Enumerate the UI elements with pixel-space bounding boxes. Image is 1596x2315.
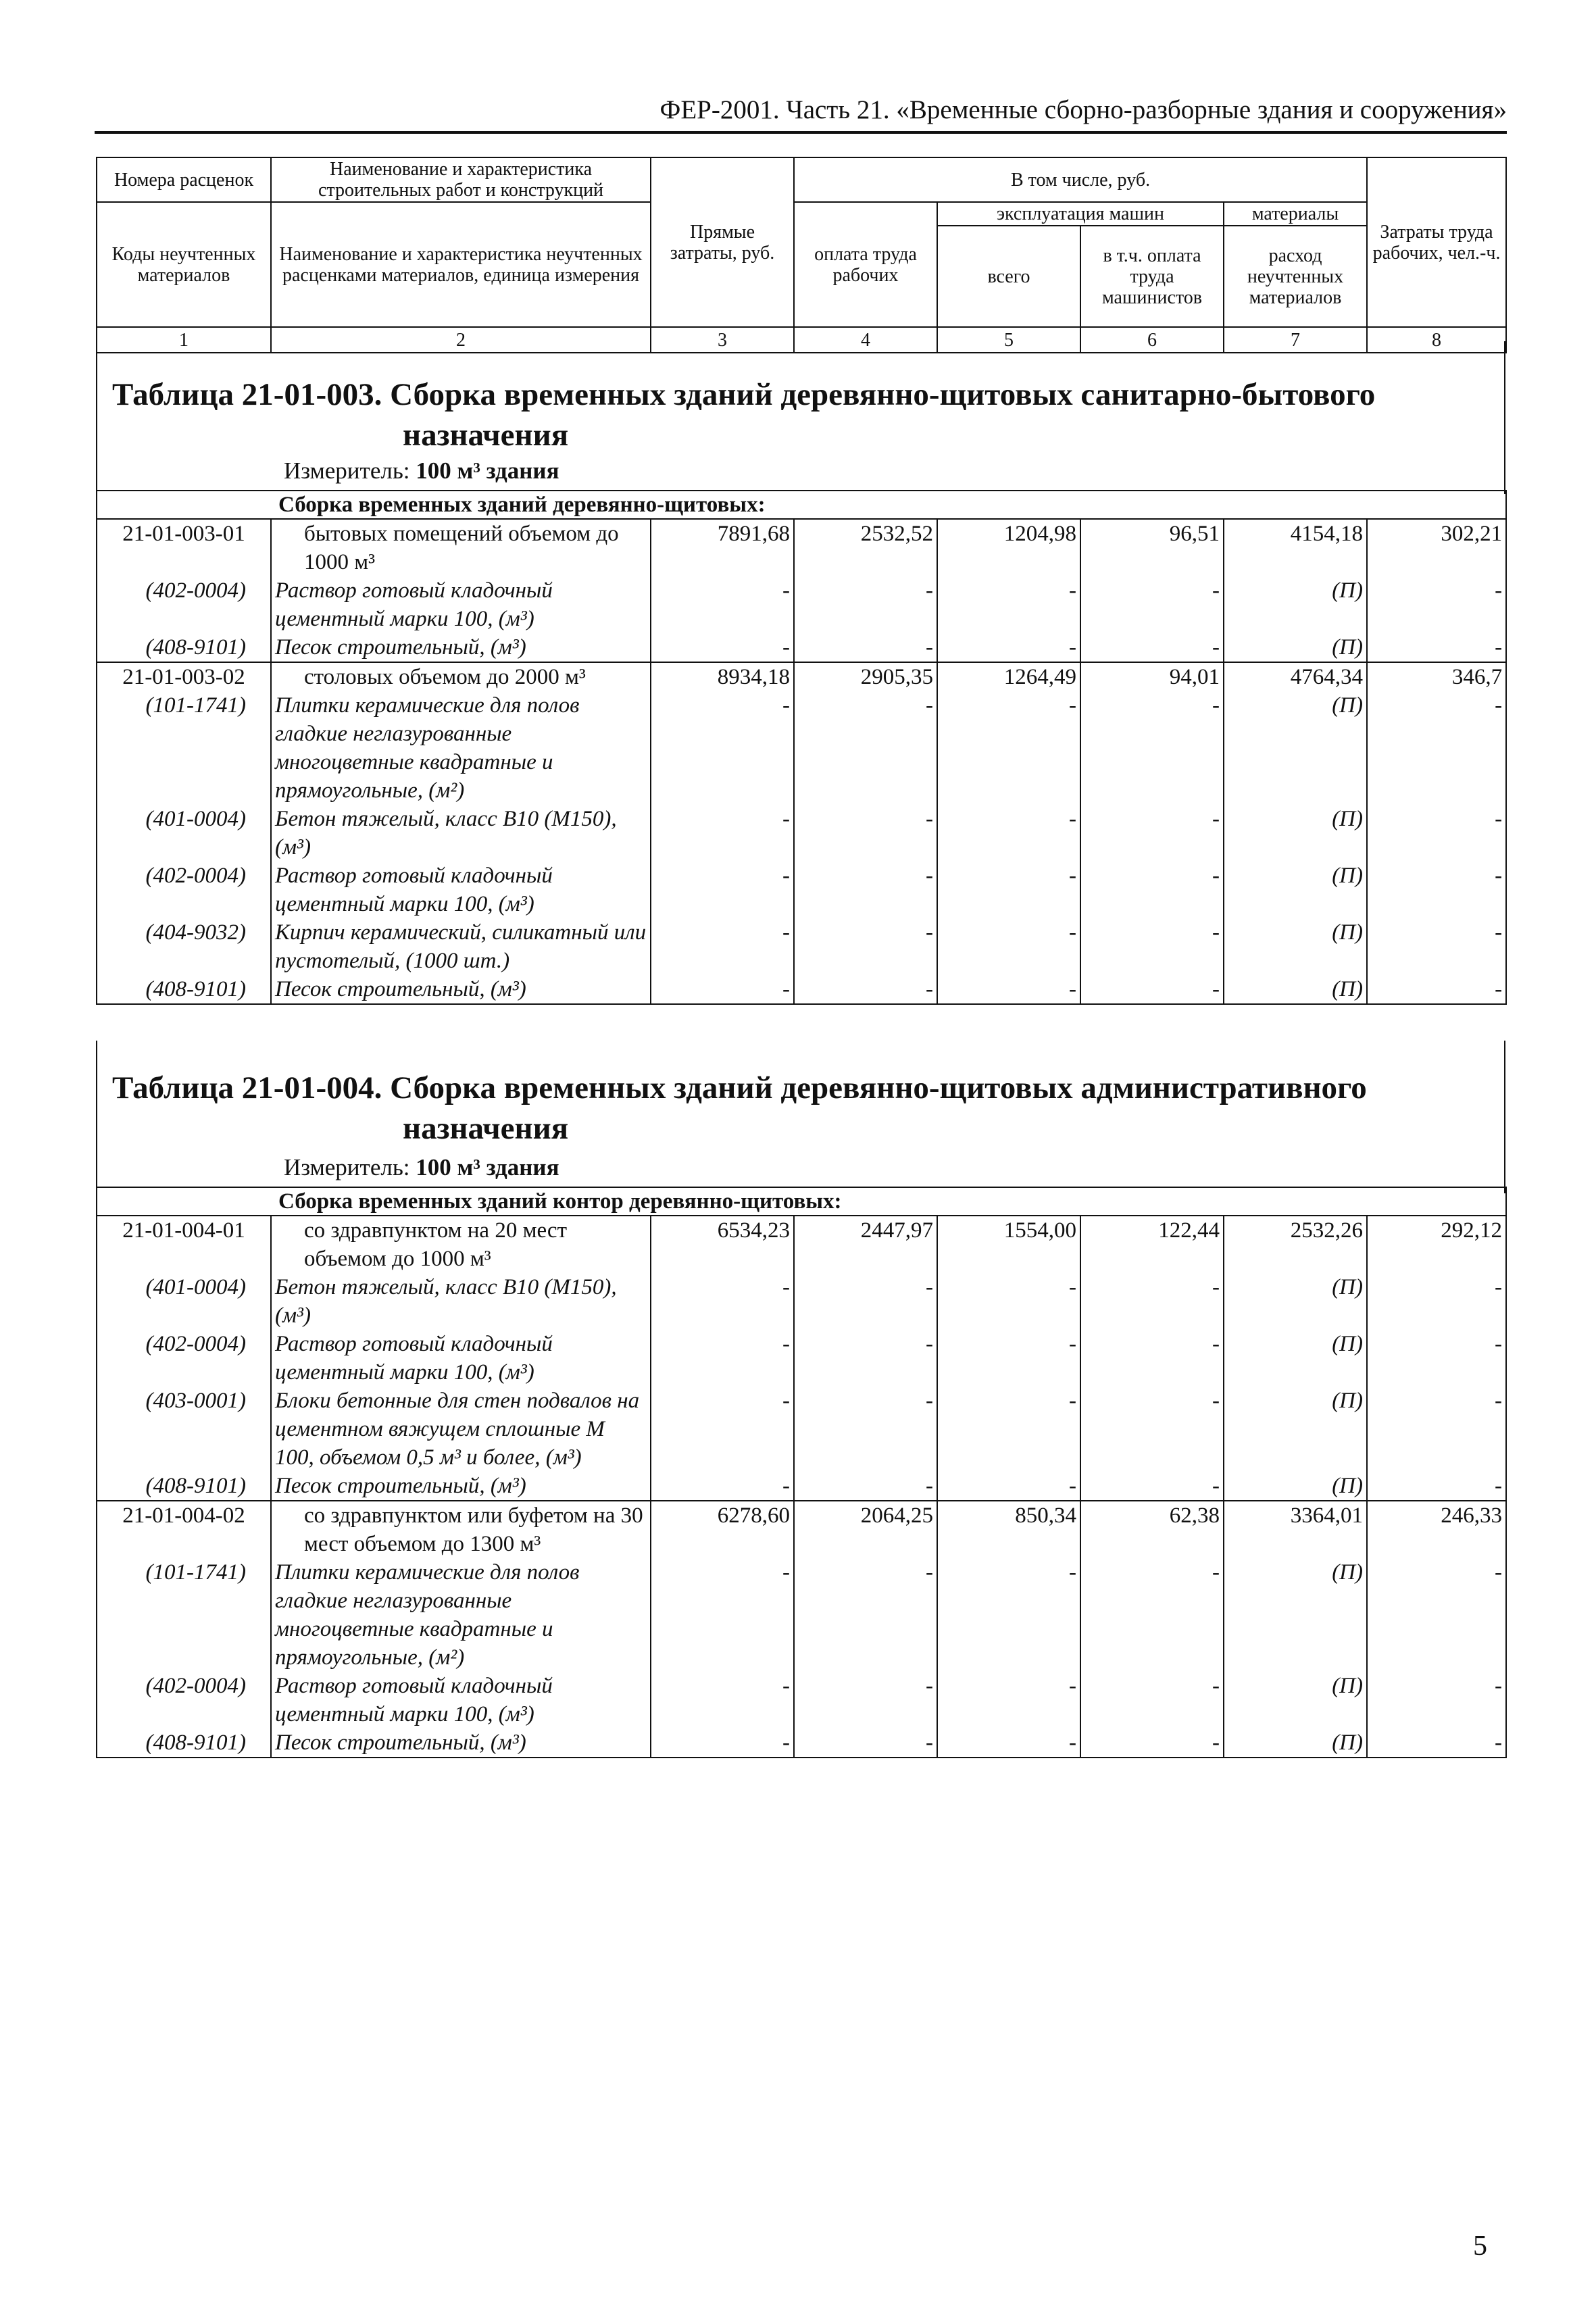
machine-cost: - xyxy=(937,691,1080,805)
table-1-meter xyxy=(284,457,559,485)
direct-cost: - xyxy=(651,1728,794,1758)
materials-cost: (П) xyxy=(1224,1387,1367,1472)
material-code: (402-0004) xyxy=(97,862,271,918)
table-2-title xyxy=(112,1068,1497,1149)
table-1-body xyxy=(96,490,1507,1005)
direct-cost: - xyxy=(651,1472,794,1501)
material-code: (408-9101) xyxy=(97,633,271,662)
labor-cost: - xyxy=(794,918,937,975)
materials-cost: (П) xyxy=(1224,1472,1367,1501)
material-code: (401-0004) xyxy=(97,805,271,862)
col4-header: оплата труда рабочих xyxy=(794,202,937,327)
col-number: 1 xyxy=(97,327,271,353)
col-number: 7 xyxy=(1224,327,1367,353)
machine-cost: - xyxy=(937,1558,1080,1672)
machines-header: эксплуатация машин xyxy=(937,202,1224,226)
labor-cost: - xyxy=(794,1558,937,1672)
material-code: (408-9101) xyxy=(97,1472,271,1501)
table-1-title-line2: назначения xyxy=(403,418,569,453)
material-description: Бетон тяжелый, класс В10 (М150), (м³) xyxy=(271,805,651,862)
machine-cost: - xyxy=(937,633,1080,662)
machine-labor-cost: - xyxy=(1080,1672,1224,1728)
machine-cost: - xyxy=(937,1672,1080,1728)
material-description: Блоки бетонные для стен подвалов на цементном вяжущем сплошные М 100, объемом 0,5 м³ и более, (м³) xyxy=(271,1387,651,1472)
materials-cost: (П) xyxy=(1224,691,1367,805)
machine-cost: - xyxy=(937,1387,1080,1472)
section-heading: Сборка временных зданий деревянно-щитовых: xyxy=(97,491,1506,519)
meter-value: 100 м³ здания xyxy=(416,457,559,484)
rate-row xyxy=(97,1501,1506,1558)
machine-cost: 1554,00 xyxy=(937,1216,1080,1273)
material-description: Раствор готовый кладочный цементный марки 100, (м³) xyxy=(271,1330,651,1387)
meter-value: 100 м³ здания xyxy=(416,1154,559,1180)
materials-cost: 2532,26 xyxy=(1224,1216,1367,1273)
labor-cost: 2447,97 xyxy=(794,1216,937,1273)
labor-hours: 346,7 xyxy=(1367,662,1506,691)
col-number: 6 xyxy=(1080,327,1224,353)
labor-hours: 292,12 xyxy=(1367,1216,1506,1273)
labor-hours: - xyxy=(1367,576,1506,633)
materials-cost: (П) xyxy=(1224,918,1367,975)
materials-cost: (П) xyxy=(1224,1273,1367,1330)
labor-hours: - xyxy=(1367,691,1506,805)
machine-labor-cost: - xyxy=(1080,1558,1224,1672)
machine-cost: 850,34 xyxy=(937,1501,1080,1558)
labor-hours: - xyxy=(1367,1558,1506,1672)
labor-hours: - xyxy=(1367,633,1506,662)
direct-cost: - xyxy=(651,1330,794,1387)
rate-row xyxy=(97,1216,1506,1273)
machine-labor-cost: - xyxy=(1080,805,1224,862)
material-code: (402-0004) xyxy=(97,1330,271,1387)
section-heading-row xyxy=(97,1187,1506,1216)
direct-cost: - xyxy=(651,1558,794,1672)
table-2-meter xyxy=(284,1153,559,1182)
col3-header: Прямые затраты, руб. xyxy=(651,157,794,327)
machine-cost: 1204,98 xyxy=(937,519,1080,576)
direct-cost: 7891,68 xyxy=(651,519,794,576)
labor-hours: 246,33 xyxy=(1367,1501,1506,1558)
material-code: (402-0004) xyxy=(97,576,271,633)
machine-cost: - xyxy=(937,862,1080,918)
labor-hours: - xyxy=(1367,1472,1506,1501)
rate-description: бытовых помещений объемом до 1000 м³ xyxy=(271,519,651,576)
labor-cost: - xyxy=(794,576,937,633)
labor-cost: - xyxy=(794,805,937,862)
materials-cost: (П) xyxy=(1224,1728,1367,1758)
material-description: Песок строительный, (м³) xyxy=(271,633,651,662)
col2-header-top: Наименование и характеристика строительных работ и конструкций xyxy=(271,157,651,202)
direct-cost: - xyxy=(651,918,794,975)
table-2-title-line2: назначения xyxy=(403,1111,569,1146)
direct-cost: - xyxy=(651,1387,794,1472)
material-row xyxy=(97,1728,1506,1758)
material-row xyxy=(97,805,1506,862)
material-code: (408-9101) xyxy=(97,1728,271,1758)
col-number: 8 xyxy=(1367,327,1506,353)
labor-hours: - xyxy=(1367,1728,1506,1758)
materials-cost: (П) xyxy=(1224,1330,1367,1387)
col2-header-bottom: Наименование и характеристика неучтенных расценками материалов, единица измерения xyxy=(271,202,651,327)
labor-cost: - xyxy=(794,1330,937,1387)
materials-cost: 3364,01 xyxy=(1224,1501,1367,1558)
machine-labor-cost: 96,51 xyxy=(1080,519,1224,576)
meter-label: Измеритель: xyxy=(284,1154,410,1180)
materials-cost: (П) xyxy=(1224,862,1367,918)
labor-hours: - xyxy=(1367,1330,1506,1387)
materials-header: материалы xyxy=(1224,202,1367,226)
machine-labor-cost: - xyxy=(1080,918,1224,975)
in-total-header: В том числе, руб. xyxy=(794,157,1367,202)
labor-cost: - xyxy=(794,1672,937,1728)
material-row xyxy=(97,1472,1506,1501)
col-number: 3 xyxy=(651,327,794,353)
labor-hours: 302,21 xyxy=(1367,519,1506,576)
labor-hours: - xyxy=(1367,1387,1506,1472)
col1-header-bottom: Коды неучтенных материалов xyxy=(97,202,271,327)
col5-header: всего xyxy=(937,226,1080,327)
machine-cost: - xyxy=(937,1273,1080,1330)
materials-cost: 4154,18 xyxy=(1224,519,1367,576)
machine-labor-cost: - xyxy=(1080,1387,1224,1472)
labor-hours: - xyxy=(1367,1273,1506,1330)
col1-header-top: Номера расценок xyxy=(97,157,271,202)
direct-cost: - xyxy=(651,975,794,1004)
rate-code: 21-01-004-01 xyxy=(97,1216,271,1273)
machine-cost: - xyxy=(937,576,1080,633)
col-number: 2 xyxy=(271,327,651,353)
labor-cost: - xyxy=(794,1728,937,1758)
rate-code: 21-01-003-02 xyxy=(97,662,271,691)
machine-labor-cost: - xyxy=(1080,1472,1224,1501)
material-code: (403-0001) xyxy=(97,1387,271,1472)
machine-cost: - xyxy=(937,1728,1080,1758)
material-row xyxy=(97,1672,1506,1728)
labor-cost: - xyxy=(794,1387,937,1472)
machine-labor-cost: - xyxy=(1080,633,1224,662)
col-number: 4 xyxy=(794,327,937,353)
material-row xyxy=(97,633,1506,662)
materials-cost: (П) xyxy=(1224,805,1367,862)
material-description: Раствор готовый кладочный цементный марки 100, (м³) xyxy=(271,576,651,633)
machine-labor-cost: - xyxy=(1080,1330,1224,1387)
material-code: (101-1741) xyxy=(97,691,271,805)
machine-labor-cost: 62,38 xyxy=(1080,1501,1224,1558)
rate-description: со здравпунктом или буфетом на 30 мест объемом до 1300 м³ xyxy=(271,1501,651,1558)
labor-cost: - xyxy=(794,975,937,1004)
direct-cost: - xyxy=(651,691,794,805)
rate-description: со здравпунктом на 20 мест объемом до 1000 м³ xyxy=(271,1216,651,1273)
labor-hours: - xyxy=(1367,862,1506,918)
material-row xyxy=(97,691,1506,805)
materials-cost: (П) xyxy=(1224,1672,1367,1728)
labor-hours: - xyxy=(1367,975,1506,1004)
labor-hours: - xyxy=(1367,1672,1506,1728)
machine-cost: - xyxy=(937,975,1080,1004)
table-1-title xyxy=(112,374,1497,455)
machine-cost: - xyxy=(937,1472,1080,1501)
materials-cost: (П) xyxy=(1224,576,1367,633)
direct-cost: - xyxy=(651,1273,794,1330)
material-description: Песок строительный, (м³) xyxy=(271,1728,651,1758)
material-description: Плитки керамические для полов гладкие неглазурованные многоцветные квадратные и прямоугольные, (м²) xyxy=(271,691,651,805)
machine-labor-cost: 94,01 xyxy=(1080,662,1224,691)
labor-cost: - xyxy=(794,862,937,918)
machine-labor-cost: - xyxy=(1080,576,1224,633)
running-header: ФЕР-2001. Часть 21. «Временные сборно-разборные здания и сооружения» xyxy=(659,95,1507,124)
labor-cost: - xyxy=(794,691,937,805)
header-rule xyxy=(95,131,1507,134)
col-number: 5 xyxy=(937,327,1080,353)
rate-code: 21-01-003-01 xyxy=(97,519,271,576)
material-description: Песок строительный, (м³) xyxy=(271,1472,651,1501)
direct-cost: 8934,18 xyxy=(651,662,794,691)
labor-cost: 2532,52 xyxy=(794,519,937,576)
machine-labor-cost: - xyxy=(1080,975,1224,1004)
material-code: (404-9032) xyxy=(97,918,271,975)
machine-cost: - xyxy=(937,1330,1080,1387)
machine-cost: 1264,49 xyxy=(937,662,1080,691)
table-1-title-line1: Таблица 21-01-003. Сборка временных зданий деревянно-щитовых санитарно-бытового xyxy=(112,377,1376,412)
material-row xyxy=(97,1387,1506,1472)
material-description: Раствор готовый кладочный цементный марки 100, (м³) xyxy=(271,862,651,918)
labor-hours: - xyxy=(1367,918,1506,975)
direct-cost: - xyxy=(651,1672,794,1728)
machine-labor-cost: - xyxy=(1080,862,1224,918)
material-code: (402-0004) xyxy=(97,1672,271,1728)
material-description: Раствор готовый кладочный цементный марки 100, (м³) xyxy=(271,1672,651,1728)
material-code: (101-1741) xyxy=(97,1558,271,1672)
direct-cost: - xyxy=(651,862,794,918)
material-description: Бетон тяжелый, класс В10 (М150), (м³) xyxy=(271,1273,651,1330)
col7-header: расход неучтенных материалов xyxy=(1224,226,1367,327)
material-description: Песок строительный, (м³) xyxy=(271,975,651,1004)
section-heading: Сборка временных зданий контор деревянно-щитовых: xyxy=(97,1187,1506,1216)
material-row xyxy=(97,1558,1506,1672)
material-row xyxy=(97,576,1506,633)
materials-cost: 4764,34 xyxy=(1224,662,1367,691)
machine-labor-cost: 122,44 xyxy=(1080,1216,1224,1273)
col6-header: в т.ч. оплата труда машинистов xyxy=(1080,226,1224,327)
material-description: Кирпич керамический, силикатный или пустотелый, (1000 шт.) xyxy=(271,918,651,975)
direct-cost: 6534,23 xyxy=(651,1216,794,1273)
machine-labor-cost: - xyxy=(1080,1728,1224,1758)
rate-row xyxy=(97,519,1506,576)
material-description: Плитки керамические для полов гладкие неглазурованные многоцветные квадратные и прямоугольные, (м²) xyxy=(271,1558,651,1672)
page-number: 5 xyxy=(1473,2231,1487,2262)
labor-cost: 2064,25 xyxy=(794,1501,937,1558)
col8-header: Затраты труда рабочих, чел.-ч. xyxy=(1367,157,1506,327)
machine-labor-cost: - xyxy=(1080,691,1224,805)
labor-cost: - xyxy=(794,1273,937,1330)
material-row xyxy=(97,862,1506,918)
labor-cost: 2905,35 xyxy=(794,662,937,691)
direct-cost: - xyxy=(651,633,794,662)
direct-cost: 6278,60 xyxy=(651,1501,794,1558)
materials-cost: (П) xyxy=(1224,975,1367,1004)
labor-cost: - xyxy=(794,1472,937,1501)
column-header-table xyxy=(96,157,1507,353)
rate-row xyxy=(97,662,1506,691)
material-row xyxy=(97,918,1506,975)
labor-hours: - xyxy=(1367,805,1506,862)
direct-cost: - xyxy=(651,576,794,633)
material-row xyxy=(97,1273,1506,1330)
section-heading-row xyxy=(97,491,1506,519)
table-2-body xyxy=(96,1187,1507,1758)
table-2-title-line1: Таблица 21-01-004. Сборка временных зданий деревянно-щитовых административного xyxy=(112,1070,1367,1105)
labor-cost: - xyxy=(794,633,937,662)
materials-cost: (П) xyxy=(1224,633,1367,662)
materials-cost: (П) xyxy=(1224,1558,1367,1672)
material-row xyxy=(97,975,1506,1004)
meter-label: Измеритель: xyxy=(284,457,410,484)
machine-labor-cost: - xyxy=(1080,1273,1224,1330)
material-row xyxy=(97,1330,1506,1387)
machine-cost: - xyxy=(937,918,1080,975)
rate-code: 21-01-004-02 xyxy=(97,1501,271,1558)
material-code: (401-0004) xyxy=(97,1273,271,1330)
direct-cost: - xyxy=(651,805,794,862)
rate-description: столовых объемом до 2000 м³ xyxy=(271,662,651,691)
machine-cost: - xyxy=(937,805,1080,862)
material-code: (408-9101) xyxy=(97,975,271,1004)
